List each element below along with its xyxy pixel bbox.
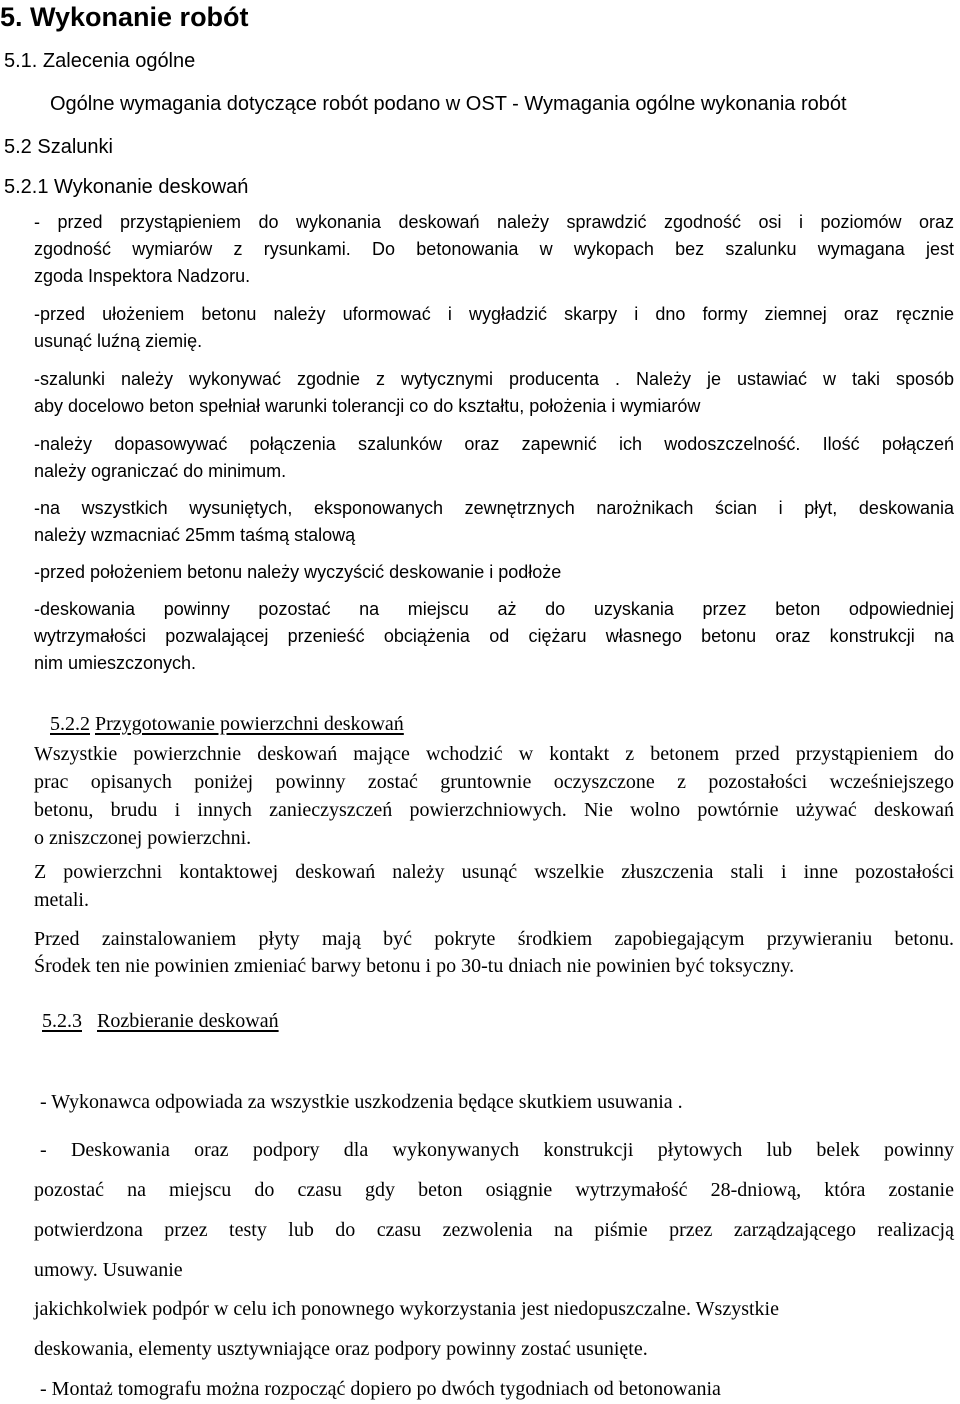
- section-title: Przygotowanie powierzchni deskowań: [95, 713, 404, 735]
- paragraph-line: nim umieszczonych.: [34, 653, 197, 673]
- paragraph-line: -należy dopasowywać połączenia szalunków oraz zapewnić ich wodoszczelność. Ilość połączeń: [34, 434, 954, 454]
- paragraph-line: -przed położeniem betonu należy wyczyścić deskowanie i podłoże: [34, 562, 562, 582]
- paragraph-line: -szalunki należy wykonywać zgodnie z wytycznymi producenta . Należy je ustawiać w taki sposób: [34, 369, 954, 389]
- section-5-2-3-heading: [42, 1010, 279, 1032]
- paragraph-line: Z powierzchni kontaktowej deskowań należy usunąć wszelkie złuszczenia stali i inne pozostałości: [34, 861, 954, 883]
- section-5-heading: 5. Wykonanie robót: [0, 2, 249, 32]
- paragraph-line: Wszystkie powierzchnie deskowań mające wchodzić w kontakt z betonem przed przystąpieniem do: [34, 743, 954, 765]
- paragraph-line: -na wszystkich wysuniętych, eksponowanych zewnętrznych narożnikach ścian i płyt, deskowania: [34, 498, 954, 518]
- paragraph-line: o zniszczonej powierzchni.: [34, 827, 252, 849]
- section-5-1-heading: 5.1. Zalecenia ogólne: [4, 50, 196, 72]
- paragraph-line: umowy. Usuwanie: [34, 1259, 183, 1281]
- paragraph-line: zgoda Inspektora Nadzoru.: [34, 266, 251, 286]
- paragraph-line: usunąć luźną ziemię.: [34, 331, 203, 351]
- paragraph-line: -deskowania powinny pozostać na miejscu aż do uzyskania przez beton odpowiedniej: [34, 599, 954, 619]
- paragraph-line: potwierdzona przez testy lub do czasu zezwolenia na piśmie przez zarządzającego realizacją: [34, 1219, 954, 1241]
- paragraph-line: jakichkolwiek podpór w celu ich ponownego wykorzystania jest niedopuszczalne. Wszystkie: [34, 1298, 779, 1320]
- section-5-2-heading: 5.2 Szalunki: [4, 136, 113, 158]
- paragraph-line: aby docelowo beton spełniał warunki tolerancji co do kształtu, położenia i wymiarów: [34, 396, 701, 416]
- paragraph-line: deskowania, elementy usztywniające oraz podpory powinny zostać usunięte.: [34, 1338, 648, 1360]
- paragraph-line: metali.: [34, 889, 89, 911]
- paragraph-line: Przed zainstalowaniem płyty mają być pokryte środkiem zapobiegającym przywieraniu betonu.: [34, 928, 954, 950]
- paragraph-line: - przed przystąpieniem do wykonania deskowań należy sprawdzić zgodność osi i poziomów oraz: [34, 212, 954, 232]
- paragraph-line: pozostać na miejscu do czasu gdy beton osiągnie wytrzymałość 28-dniową, która zostanie: [34, 1179, 954, 1201]
- section-5-2-1-heading: 5.2.1 Wykonanie deskowań: [4, 176, 249, 198]
- paragraph-line: prac opisanych poniżej powinny zostać gruntownie oczyszczone z pozostałości wcześniejszego: [34, 771, 954, 793]
- paragraph-line: - Wykonawca odpowiada za wszystkie uszkodzenia będące skutkiem usuwania .: [40, 1091, 683, 1113]
- paragraph-line: należy ograniczać do minimum.: [34, 461, 287, 481]
- paragraph-line: -przed ułożeniem betonu należy uformować i wygładzić skarpy i dno formy ziemnej oraz ręcznie: [34, 304, 954, 324]
- paragraph-line: - Deskowania oraz podpory dla wykonywanych konstrukcji płytowych lub belek powinny: [40, 1139, 954, 1161]
- section-5-1-text: Ogólne wymagania dotyczące robót podano w OST - Wymagania ogólne wykonania robót: [50, 93, 847, 115]
- section-number: 5.2.2: [50, 713, 90, 735]
- paragraph-line: Środek ten nie powinien zmieniać barwy betonu i po 30-tu dniach nie powinien być toksyczny.: [34, 955, 795, 977]
- paragraph-line: zgodność wymiarów z rysunkami. Do betonowania w wykopach bez szalunku wymagana jest: [34, 239, 954, 259]
- section-title: Rozbieranie deskowań: [97, 1010, 279, 1032]
- paragraph-line: - Montaż tomografu można rozpocząć dopiero po dwóch tygodniach od betonowania: [40, 1378, 721, 1400]
- paragraph-line: wytrzymałości pozwalającej przenieść obciążenia od ciężaru własnego betonu oraz konstrukcji na: [34, 626, 954, 646]
- section-5-2-2-heading: [50, 713, 404, 735]
- section-number: 5.2.3: [42, 1010, 82, 1032]
- paragraph-line: betonu, brudu i innych zanieczyszczeń powierzchniowych. Nie wolno powtórnie używać deskowań: [34, 799, 954, 821]
- paragraph-line: należy wzmacniać 25mm taśmą stalową: [34, 525, 356, 545]
